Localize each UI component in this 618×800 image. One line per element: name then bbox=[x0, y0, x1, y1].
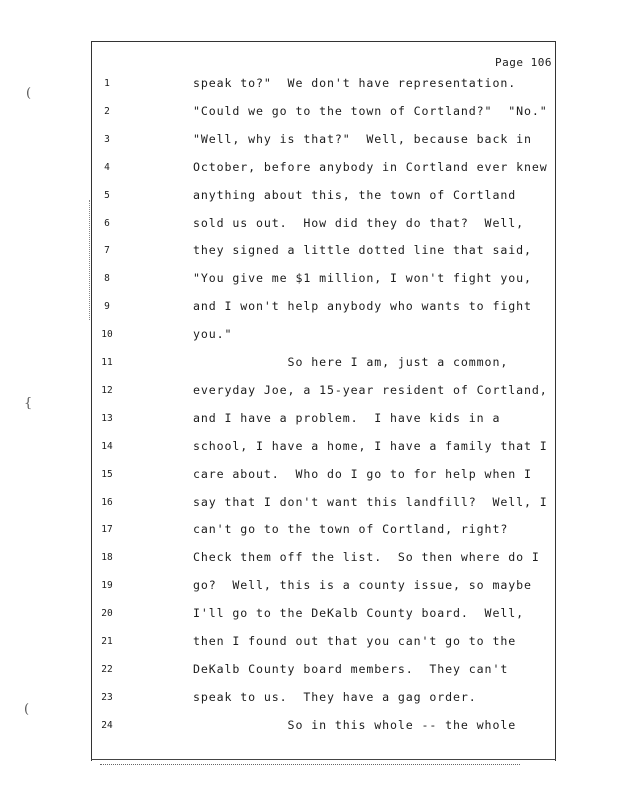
line-text: Check them off the list. So then where do I bbox=[193, 550, 540, 565]
transcript-line bbox=[0, 243, 618, 263]
margin-mark-bottom: ( bbox=[24, 702, 30, 717]
transcript-line bbox=[0, 578, 618, 598]
transcript-line bbox=[0, 690, 618, 710]
line-text: So in this whole -- the whole bbox=[193, 717, 517, 732]
transcript-line bbox=[0, 718, 618, 738]
line-number: 1 bbox=[104, 78, 110, 89]
line-text: and I won't help anybody who wants to fight bbox=[193, 299, 532, 314]
line-number: 7 bbox=[104, 245, 110, 257]
line-number: 4 bbox=[104, 161, 110, 173]
transcript-line bbox=[0, 495, 618, 515]
transcript-line bbox=[0, 76, 618, 96]
transcript-line bbox=[0, 411, 618, 431]
line-text: So here I am, just a common, bbox=[193, 355, 509, 369]
line-text: and I have a problem. I have kids in a bbox=[193, 410, 501, 425]
line-number: 9 bbox=[104, 301, 110, 313]
line-number: 20 bbox=[101, 608, 113, 620]
transcript-line bbox=[0, 606, 618, 626]
margin-mark-middle: { bbox=[24, 396, 33, 411]
line-text: DeKalb County board members. They can't bbox=[193, 661, 509, 676]
transcript-line bbox=[0, 271, 618, 291]
line-number: 15 bbox=[101, 468, 113, 480]
transcript-line bbox=[0, 355, 618, 375]
line-number: 5 bbox=[104, 189, 110, 201]
page-number-header: Page 106 bbox=[495, 56, 552, 69]
line-text: speak to us. They have a gag order. bbox=[193, 689, 477, 704]
line-text: school, I have a home, I have a family that I bbox=[193, 438, 548, 453]
line-text: they signed a little dotted line that said, bbox=[193, 243, 532, 258]
line-text: then I found out that you can't go to the bbox=[193, 634, 517, 648]
transcript-line bbox=[0, 383, 618, 403]
transcript-line bbox=[0, 467, 618, 487]
line-text: go? Well, this is a county issue, so maybe bbox=[193, 578, 532, 593]
transcript-line bbox=[0, 327, 618, 347]
line-text: "You give me $1 million, I won't fight you, bbox=[193, 271, 532, 286]
line-number: 24 bbox=[101, 719, 113, 731]
line-number: 6 bbox=[104, 217, 110, 229]
line-text: say that I don't want this landfill? Well, I bbox=[193, 494, 548, 509]
bottom-rule bbox=[91, 759, 556, 760]
line-number: 10 bbox=[101, 329, 113, 341]
margin-mark-top: ( bbox=[26, 86, 32, 101]
line-text: everyday Joe, a 15-year resident of Cortland, bbox=[193, 382, 548, 397]
line-number: 17 bbox=[101, 524, 113, 536]
line-number: 14 bbox=[101, 440, 113, 452]
line-number: 3 bbox=[104, 133, 110, 145]
transcript-line bbox=[0, 522, 618, 542]
line-number: 19 bbox=[101, 580, 113, 592]
transcript-line bbox=[0, 188, 618, 208]
transcript-line bbox=[0, 550, 618, 570]
line-number: 12 bbox=[101, 384, 113, 396]
line-text: anything about this, the town of Cortland bbox=[193, 187, 517, 202]
line-text: speak to?" We don't have representation. bbox=[193, 76, 517, 90]
line-number: 23 bbox=[101, 691, 113, 703]
line-text: "Could we go to the town of Cortland?" "No." bbox=[193, 103, 548, 118]
transcript-line bbox=[0, 132, 618, 152]
line-text: I'll go to the DeKalb County board. Well, bbox=[193, 606, 524, 621]
line-number: 18 bbox=[101, 552, 113, 564]
transcript-line bbox=[0, 662, 618, 682]
transcript-line bbox=[0, 299, 618, 319]
line-text: sold us out. How did they do that? Well, bbox=[193, 215, 524, 230]
line-number: 16 bbox=[101, 496, 113, 508]
line-number: 8 bbox=[104, 273, 110, 285]
transcript-line bbox=[0, 634, 618, 654]
line-text: you." bbox=[193, 327, 233, 342]
transcript-line bbox=[0, 160, 618, 180]
line-number: 22 bbox=[101, 663, 113, 675]
line-text: can't go to the town of Cortland, right? bbox=[193, 522, 509, 537]
line-number: 13 bbox=[101, 412, 113, 424]
line-number: 11 bbox=[101, 357, 113, 368]
transcript-line bbox=[0, 104, 618, 124]
line-text: care about. Who do I go to for help when I bbox=[193, 466, 532, 481]
line-text: "Well, why is that?" Well, because back in bbox=[193, 131, 532, 146]
bottom-dotted-rule bbox=[100, 764, 520, 765]
line-text: October, before anybody in Cortland ever knew bbox=[193, 159, 548, 174]
line-number: 21 bbox=[101, 636, 113, 647]
transcript-line bbox=[0, 216, 618, 236]
transcript-line bbox=[0, 439, 618, 459]
line-number: 2 bbox=[104, 105, 110, 117]
